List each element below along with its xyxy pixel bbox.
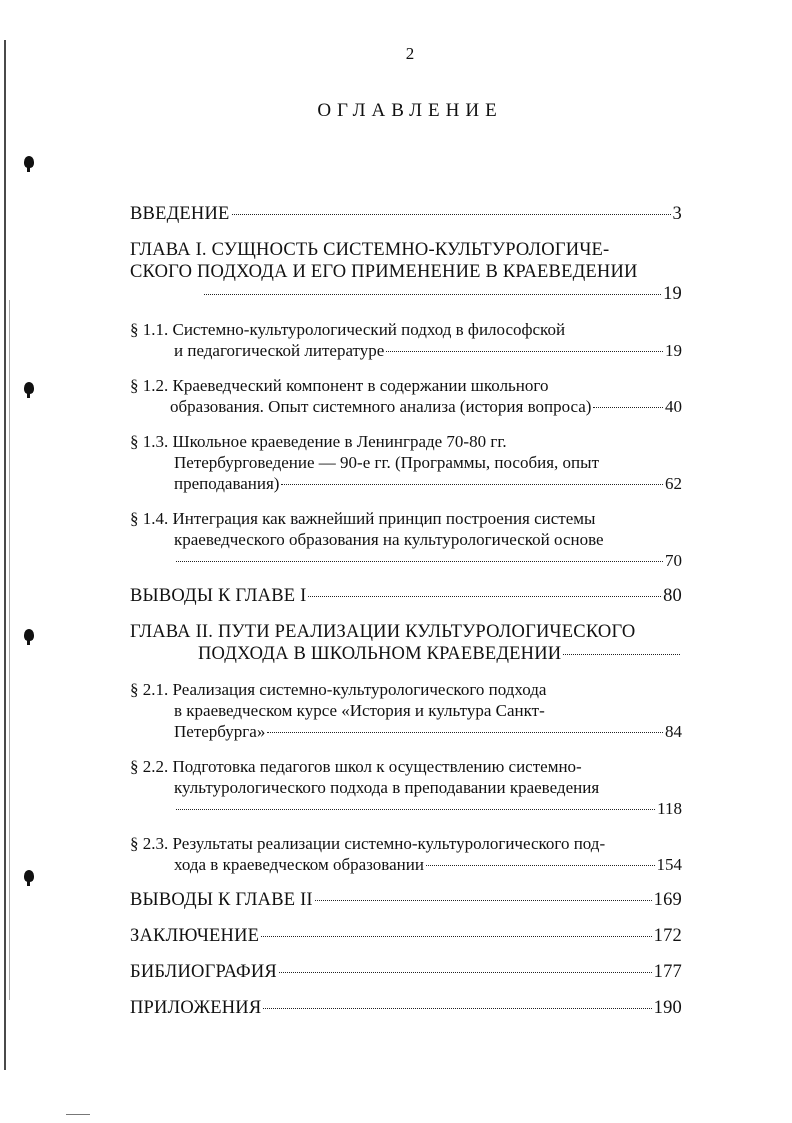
toc-line: § 2.2. Подготовка педагогов школ к осуществлению системно- (130, 757, 582, 776)
toc-line: образования. Опыт системного анализа (история вопроса) (170, 397, 592, 416)
toc-page: 118 (657, 799, 682, 818)
toc-line: ГЛАВА I. СУЩНОСТЬ СИСТЕМНО-КУЛЬТУРОЛОГИЧЕ- (130, 240, 610, 260)
dot-leader (315, 900, 652, 901)
binder-hole-mark (24, 870, 34, 882)
toc-line: ПОДХОДА В ШКОЛЬНОМ КРАЕВЕДЕНИИ (198, 644, 562, 664)
binder-hole-mark (24, 156, 34, 168)
table-of-contents (130, 203, 682, 1033)
toc-page: 169 (653, 890, 682, 910)
toc-page: 40 (665, 397, 682, 416)
dot-leader (386, 351, 663, 352)
dot-leader (281, 484, 663, 485)
page-number: 2 (405, 44, 415, 63)
toc-label: ПРИЛОЖЕНИЯ (130, 998, 262, 1018)
toc-page: 3 (672, 204, 682, 224)
scan-left-edge (4, 40, 6, 1070)
toc-entry-chapter-1[interactable] (130, 239, 682, 305)
toc-entry-chapter-2[interactable] (130, 621, 682, 665)
toc-page: 62 (665, 474, 682, 493)
toc-page: 154 (656, 855, 682, 874)
toc-entry-section-1-4[interactable] (130, 508, 682, 571)
toc-line: § 1.1. Системно-культурологический подход в философской (130, 320, 566, 339)
toc-page: 84 (665, 722, 682, 741)
toc-entry-conclusions-2[interactable] (130, 889, 682, 911)
toc-page: 19 (665, 341, 682, 360)
dot-leader (263, 1008, 651, 1009)
toc-line: Петербурговедение — 90-е гг. (Программы, пособия, опыт (174, 453, 599, 472)
scan-bottom-mark (66, 1114, 90, 1115)
toc-line: и педагогической литературе (174, 341, 385, 360)
toc-page: 172 (653, 926, 682, 946)
binder-hole-mark (24, 382, 34, 394)
toc-label: ВЫВОДЫ К ГЛАВЕ I (130, 586, 307, 606)
toc-label: БИБЛИОГРАФИЯ (130, 962, 277, 982)
toc-entry-conclusions-1[interactable] (130, 585, 682, 607)
dot-leader (279, 972, 652, 973)
toc-entry-conclusion[interactable] (130, 925, 682, 947)
toc-entry-appendices[interactable] (130, 997, 682, 1019)
toc-page: 190 (653, 998, 682, 1018)
toc-entry-section-2-2[interactable] (130, 756, 682, 819)
toc-line: § 1.3. Школьное краеведение в Ленинграде 70-80 гг. (130, 432, 507, 451)
toc-page: 19 (663, 284, 682, 304)
toc-entry-section-2-3[interactable] (130, 833, 682, 875)
toc-page: 80 (663, 586, 682, 606)
toc-line: § 2.1. Реализация системно-культурологического подхода (130, 680, 547, 699)
toc-entry-section-2-1[interactable] (130, 679, 682, 742)
toc-line: краеведческого образования на культурологической основе (174, 530, 604, 549)
dot-leader (176, 809, 655, 810)
dot-leader (232, 214, 671, 215)
toc-entry-bibliography[interactable] (130, 961, 682, 983)
toc-line: § 1.4. Интеграция как важнейший принцип построения системы (130, 509, 596, 528)
dot-leader (176, 561, 663, 562)
toc-line: преподавания) (174, 474, 280, 493)
binder-hole-mark (24, 629, 34, 641)
dot-leader (563, 654, 680, 655)
toc-line: § 1.2. Краеведческий компонент в содержании школьного (130, 376, 549, 395)
toc-page: 177 (653, 962, 682, 982)
dot-leader (426, 865, 655, 866)
toc-label: ВВЕДЕНИЕ (130, 204, 230, 224)
toc-entry-section-1-1[interactable] (130, 319, 682, 361)
toc-entry-intro[interactable] (130, 203, 682, 225)
toc-label: ЗАКЛЮЧЕНИЕ (130, 926, 260, 946)
toc-line: Петербурга» (174, 722, 266, 741)
toc-line: § 2.3. Результаты реализации системно-культурологического под- (130, 834, 606, 853)
dot-leader (308, 596, 661, 597)
toc-line: в краеведческом курсе «История и культура Санкт- (174, 701, 545, 720)
toc-page: 70 (665, 551, 682, 570)
toc-line: культурологического подхода в преподавании краеведения (174, 778, 600, 797)
toc-line: СКОГО ПОДХОДА И ЕГО ПРИМЕНЕНИЕ В КРАЕВЕДЕНИИ (130, 262, 638, 282)
page-title: ОГЛАВЛЕНИЕ (317, 100, 503, 121)
toc-entry-section-1-2[interactable] (130, 375, 682, 417)
dot-leader (204, 294, 661, 295)
toc-label: ВЫВОДЫ К ГЛАВЕ II (130, 890, 313, 910)
scan-left-edge-shadow (9, 300, 10, 1000)
dot-leader (261, 936, 651, 937)
toc-line: ГЛАВА II. ПУТИ РЕАЛИЗАЦИИ КУЛЬТУРОЛОГИЧЕСКОГО (130, 622, 636, 642)
dot-leader (267, 732, 663, 733)
toc-entry-section-1-3[interactable] (130, 431, 682, 494)
toc-line: хода в краеведческом образовании (174, 855, 424, 874)
dot-leader (593, 407, 663, 408)
